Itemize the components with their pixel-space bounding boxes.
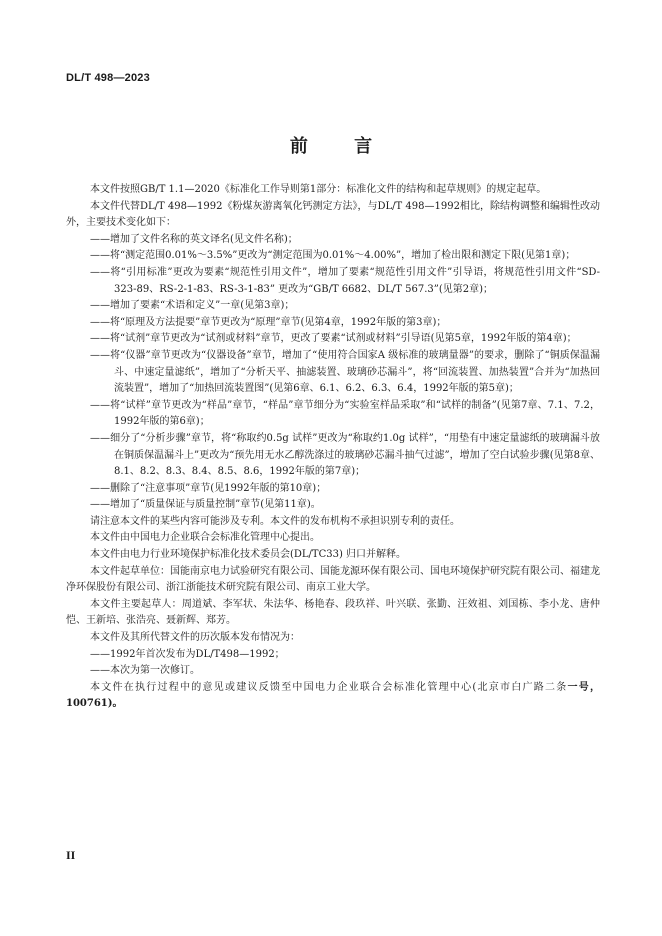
- list-item: ——本次为第一次修订。: [90, 665, 200, 677]
- history-intro: 本文件及其所代替文件的历次版本发布情况为：: [90, 632, 300, 644]
- scope-paragraph: 本文件按照GB/T 1.1—2020《标准化工作导则第1部分：标准化文件的结构和起草规则》的规定起草。: [90, 184, 547, 195]
- foreword-body: [66, 182, 600, 713]
- list-item: ——将“测定范围0.01%～3.5%”更改为“测定范围为0.01%～4.00%”，增加了检出限和测定下限(见第1章)；: [90, 250, 576, 262]
- list-item: ——将“原理及方法提要”章节更改为“原理”章节(见第4章，1992年版的第3章)；: [90, 316, 447, 328]
- changes-list: [66, 232, 600, 514]
- committee-paragraph: 本文件由电力行业环境保护标准化技术委员会(DL/TC33) 归口并解释。: [90, 549, 407, 561]
- list-item: ——将“试样”章节更改为“样品”章节，“样品”章节细分为“实验室样品采取”和“试样的制备”(见第7章、7.1、7.2，1992年版的第6章)；: [90, 399, 600, 428]
- proposer-paragraph: 本文件由中国电力企业联合会标准化管理中心提出。: [90, 532, 320, 544]
- list-item: ——增加了“质量保证与质量控制”章节(见第11章)。: [90, 499, 321, 511]
- replacement-paragraph: 本文件代替DL/T 498—1992《粉煤灰游离氧化钙测定方法》，与DL/T 498—1992相比，除结构调整和编辑性改动外，主要技术变化如下：: [66, 200, 600, 229]
- drafting-units-paragraph: 本文件起草单位：国能南京电力试验研究有限公司、国能龙源环保有限公司、国电环境保护研究院有限公司、福建龙净环保股份有限公司、浙江浙能技术研究院有限公司、南京工业大学。: [66, 565, 600, 594]
- standard-code: DL/T 498—2023: [66, 72, 150, 84]
- list-item: ——将“引用标准”更改为要素“规范性引用文件”，增加了要素“规范性引用文件”引导语，将规范性引用文件“SD-323-89、RS-2-1-83、RS-3-1-83” 更改为“GB/T 6682、DL/T 567.3”(见第2章)；: [90, 266, 600, 295]
- list-item: ——增加了文件名称的英文译名(见文件名称)；: [90, 233, 298, 245]
- list-item: ——细分了“分析步骤”章节，将“称取约0.5g 试样”更改为“称取约1.0g 试样”，“用垫有中速定量滤纸的玻璃漏斗放在铜质保温漏斗上”更改为“预先用无水乙醇洗涤过的玻璃砂芯漏斗抽气过滤”，增加了空白试验步骤(见第8章、8.1、8.2、8.3、8.4、8.5、8.6，1992年版的第7章)；: [90, 432, 600, 478]
- page-number: II: [66, 848, 76, 862]
- feedback-address-tail: 一号，100761)。: [66, 681, 601, 710]
- list-item: ——删除了“注意事项”章节(见1992年版的第10章)；: [90, 482, 327, 494]
- drafters-paragraph: 本文件主要起草人：周道斌、李军状、朱法华、杨艳春、段玖祥、叶兴联、张勤、汪效祖、刘国栋、李小龙、唐仲恺、王新培、张浩亮、聂新辉、郑芳。: [66, 598, 600, 627]
- page-title: 前 言: [289, 136, 393, 157]
- feedback-text: 本文件在执行过程中的意见或建议反馈至中国电力企业联合会标准化管理中心(北京市白广路二条: [90, 681, 568, 693]
- list-item: ——将“试剂”章节更改为“试剂或材料”章节，更改了要素“试剂或材料”引导语(见第5章，1992年版的第4章)；: [90, 333, 577, 345]
- patent-notice: 请注意本文件的某些内容可能涉及专利。本文件的发布机构不承担识别专利的责任。: [90, 515, 460, 527]
- list-item: ——增加了要素“术语和定义”一章(见第3章)；: [90, 300, 295, 312]
- list-item: ——1992年首次发布为DL/T498—1992；: [90, 648, 285, 660]
- feedback-paragraph: [66, 680, 600, 713]
- list-item: ——将“仪器”章节更改为“仪器设备”章节，增加了“使用符合国家A 级标准的玻璃量器”的要求，删除了“铜质保温漏斗、中速定量滤纸”，增加了“分析天平、抽滤装置、玻璃砂芯漏斗”，将“回流装置、加热装置”合并为“加热回流装置”，增加了“加热回流装置图”(见第6章、6.1、6.2、6.3、6.4，1992年版的第5章)；: [90, 349, 600, 395]
